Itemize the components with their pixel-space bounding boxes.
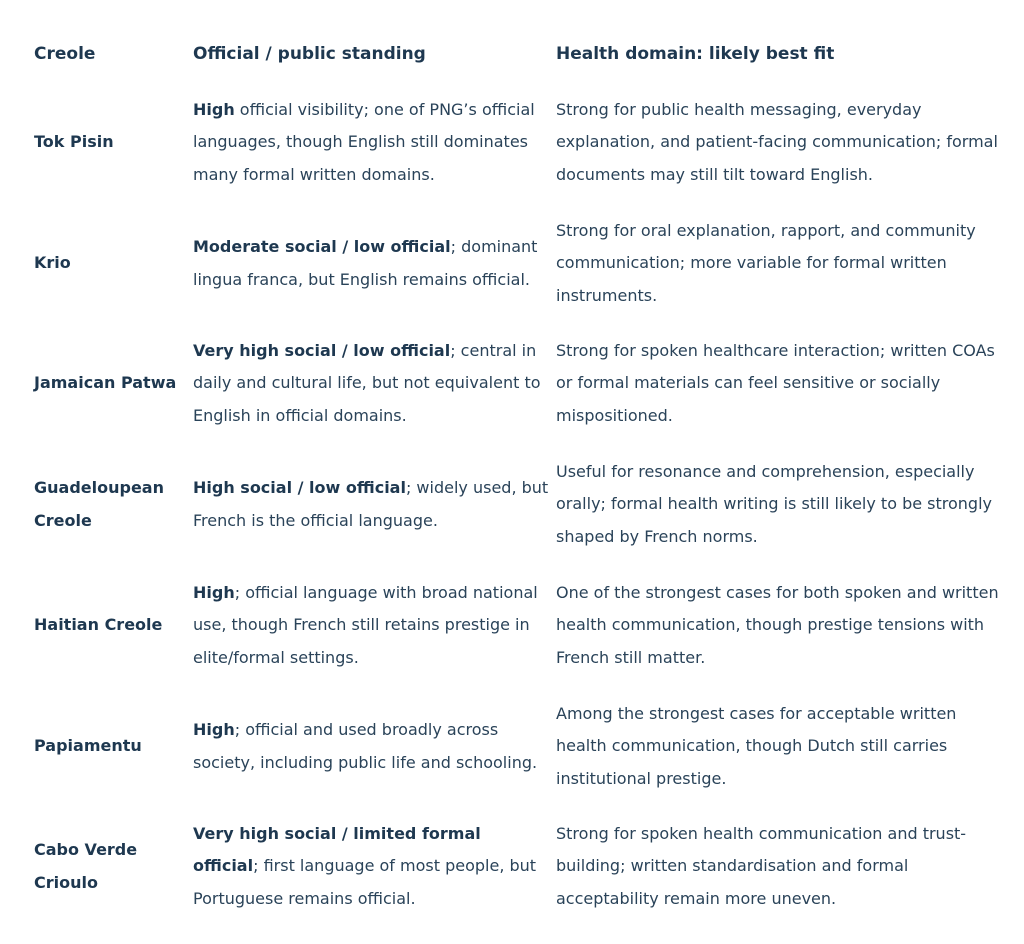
- standing-cell: [193, 577, 549, 674]
- standing-level: Very high social / low official: [193, 340, 451, 360]
- standing-cell: [193, 456, 549, 553]
- creole-name: Jamaican Patwa: [34, 373, 177, 393]
- creole-name: Cabo Verde Crioulo: [34, 840, 138, 892]
- standing-description: official visibility; one of PNG’s official languages, though English still dominates many formal written domains.: [193, 99, 535, 184]
- standing-description: ; official language with broad national use, though French still retains prestige in elite/formal settings.: [193, 582, 538, 667]
- creole-name: Krio: [34, 253, 71, 273]
- standing-description: ; official and used broadly across society, including public life and schooling.: [193, 720, 538, 772]
- health-fit-cell: One of the strongest cases for both spoken and written health communication, though prestige tensions with French still matter.: [556, 582, 999, 667]
- creole-name: Haitian Creole: [34, 615, 163, 635]
- standing-level: High: [193, 582, 235, 602]
- table-row: [0, 698, 1024, 795]
- health-fit-cell: Strong for spoken healthcare interaction; written COAs or formal materials can feel sensitive or socially mispositioned.: [556, 340, 995, 425]
- table-row: [0, 215, 1024, 312]
- creole-name: Guadeloupean Creole: [34, 478, 164, 530]
- table-row: [0, 335, 1024, 432]
- health-fit-cell: Strong for oral explanation, rapport, and community communication; more variable for formal written instruments.: [556, 220, 976, 305]
- health-fit-cell: Useful for resonance and comprehension, especially orally; formal health writing is still likely to be strongly shaped by French norms.: [556, 461, 992, 546]
- health-fit-cell: Strong for public health messaging, everyday explanation, and patient-facing communication; formal documents may still tilt toward English.: [556, 99, 998, 184]
- standing-level: High social / low official: [193, 478, 406, 498]
- health-fit-cell: Among the strongest cases for acceptable written health communication, though Dutch still carries institutional prestige.: [556, 703, 957, 788]
- standing-level: Moderate social / low official: [193, 237, 451, 257]
- health-fit-cell: Strong for spoken health communication and trust-building; written standardisation and formal acceptability remain more uneven.: [556, 823, 967, 908]
- header-official-standing: Official / public standing: [193, 44, 426, 64]
- standing-description: ; dominant lingua franca, but English remains official.: [193, 237, 538, 289]
- table-row: [0, 94, 1024, 191]
- standing-description: ; widely used, but French is the official language.: [193, 478, 549, 530]
- standing-cell: [193, 94, 549, 191]
- table-row: [0, 577, 1024, 674]
- header-creole: Creole: [34, 44, 96, 64]
- standing-level: High: [193, 99, 235, 119]
- standing-cell: [193, 335, 549, 432]
- creole-name: Tok Pisin: [34, 132, 114, 152]
- standing-cell: [193, 698, 549, 795]
- standing-cell: [193, 215, 549, 312]
- table-row: [0, 456, 1024, 553]
- table-row: [0, 818, 1024, 915]
- creole-name: Papiamentu: [34, 736, 142, 756]
- standing-cell: [193, 818, 549, 915]
- standing-level: High: [193, 720, 235, 740]
- standing-level: Very high social / limited formal official: [193, 823, 481, 876]
- standing-description: ; first language of most people, but Portuguese remains official.: [193, 856, 537, 908]
- header-health-domain: Health domain: likely best fit: [556, 44, 835, 64]
- standing-description: ; central in daily and cultural life, but not equivalent to English in official domains.: [193, 340, 541, 425]
